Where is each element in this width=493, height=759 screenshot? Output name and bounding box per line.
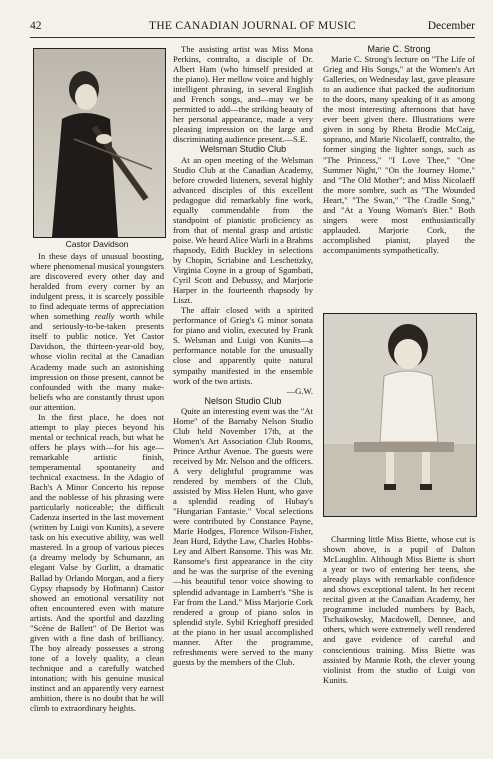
header-rule [30,37,475,38]
paragraph: The affair closed with a spirited performance of Grieg's G minor sonata for piano and violin, executed by Frank S. Welsman and Luigi von Kunits—a performance notable for the unusually close and apparently quite natural sympathy manifested in the ensemble work of the two artists. [173,305,313,386]
paragraph: Quite an interesting event was the "At Home" of the Barnaby Nelson Studio Club held November 17th, at the Women's Art Association Club Rooms, Prince Arthur Avenue. The guests were received by Mr. Nelson and the officers. A very delightful programme was rendered by members of the Club, assisted by Miss Helen Hunt, who gave a splendid reading of Hubay's "Hungarian Fantasie." Vocal selections were contributed by Constance Payne, Marie Hodges, Florence Wilson-Fisher, Jean Hurd, Edythe Law, Charles Hobbs-Ley and Albert Ransome. This was Mr. Ransome's first appearance in the city and he was the surprise of the evening—his beautiful tenor voice showing to splendid advantage in Lambert's "She is Far from the Land." Miss Marjorie Cork rendered a group of piano solos in splendid style. Sybil Krieghoff presided at the piano in her usual accomplished manner. After the programme, refreshments were served to the many guests by the members of the Club. [173,405,313,667]
section-heading: Nelson Studio Club [204,395,282,406]
text-run: In these days of unusual boosting, where phenomenal musical youngsters are discovered every other day and heralded from every corner by an indulgent press, it is scarcely possible to find adequate terms of appreciation when something [30,251,164,322]
violinist-portrait-image [34,49,165,237]
journal-title: THE CANADIAN JOURNAL OF MUSIC [149,20,356,32]
paragraph: Charming little Miss Biette, whose cut is shown above, is a pupil of Dalton McLaughlin. Although Miss Biette is short a year or two of entering her teens, she already plays with remarkable confidence and shows exceptional talent. In her recent recital given at the Canadian Academy, her programme included numbers by Bach, Tschaikowsky, Macdowell, Dennee, and others, which were extremely well rendered and gave evidence of careful and conscientious training. Miss Biette was assisted by Mannie Roth, the clever young violinist from the studio of Luigi von Kunits. [323,534,475,685]
column-2 [173,44,313,667]
child-portrait-image [324,314,476,516]
column-3-bottom [323,534,475,685]
paragraph: At an open meeting of the Welsman Studio Club at the Canadian Academy, before crowded listeners, several highly advanced disciples of this excellent pedagogue did remarkably fine work, equally commendable from the standpoint of pianistic proficiency as from that of mental grasp and artistic poise. We heard Alice Warli in a Brahms rhapsody, Edith Buckley in selections by Chopin, Scriabine and Leschetizky, Virginia Coyne in a group of Sgambati, Cyril Scott and Debussy, and Marjorie Harper in the fourteenth rhapsody by Liszt. [173,154,313,306]
section-heading: Welsman Studio Club [199,144,287,155]
castor-davidson-photo [33,48,166,238]
issue-month: December [427,20,475,32]
signature: —G.W. [286,385,313,396]
photo-caption: Castor Davidson [65,239,129,249]
page-header [30,20,475,36]
paragraph [30,251,164,412]
emphasis: really [94,311,115,322]
page-number: 42 [30,20,42,32]
section-heading: Marie C. Strong [367,44,431,54]
paragraph: The assisting artist was Miss Mona Perkins, contralto, a disciple of Dr. Albert Ham (who himself presided at the piano). Her mellow voice and highly intelligent phrasing, in several English and French songs, and—may we be permitted to add—the striking beauty of her personal appearance, made a very pleasing impression on the large and discriminating audience present.—S.E. [173,44,313,145]
column-3 [323,44,475,255]
paragraph: Marie C. Strong's lecture on "The Life of Grieg and His Songs," at the Women's Art Galleries, on Wednesday last, gave pleasure to an audience that packed the auditorium to the doors, many speaking of it as among the most interesting afternoons that have ever been given there. Illustrations were given in song by Rheta Brodie McCaig, soprano, and Marie Nicolaeff, contralto, the former singing the lighter songs, such as "The Princess," "I Love Thee," "One Summer Night," "On the Journey Home," and "The Old Mother"; and Miss Nicolaeff the more sombre, such as "The Wounded Heart," "The Swan," "The Cradle Song," and "At a Young Woman's Bier." Both singers were most enthusiastically applauded. Marjorie Cork, the accomplished pianist, played the accompaniments sympathetically. [323,54,475,255]
column-1 [30,251,164,713]
paragraph: In the first place, he does not attempt to play pieces beyond his mental or technical reach, but what he offers he plays with—for his age—remarkable artistic finish, temperamental spontaneity and technical exactness. In the Adagio of Bach's A Minor Concerto his repose and the noblesse of his phrasing were particularly noticeable; the difficult Cadenza inserted in the last movement (written by Luigi von Kunits), a severe task on his executive ability, was well mastered. In a group of various pieces (a dreamy melody by Schumann, an elegant Valse by Gurlitt, a dramatic Ballad by Orlando Morgan, and a fiery Gypsy rhapsody by Hofmann) Castor showed an emotional versatility not often encountered even with mature artists. And the sportful and dazzling "Scène de Ballett" of De Beriot was given with a fine dash of brilliancy. The boy already possesses a strong tone of a lovely quality, a clean technique and a carefully watched intonation; with his genuine musical instinct and an apparently very earnest ambition, there is no doubt that he will climb to extraordinary heights. [30,411,164,714]
miss-biette-photo [323,313,477,517]
text-run: worth while and seriously-to-be-taken presents itself to public notice. Yet Castor Davidson, the thirteen-year-old boy, whose violin recital at the Canadian Academy made such an astonishing impression on those present, cannot be confounded with the many make-beliefs who are constantly thrust upon our attention. [30,311,164,412]
